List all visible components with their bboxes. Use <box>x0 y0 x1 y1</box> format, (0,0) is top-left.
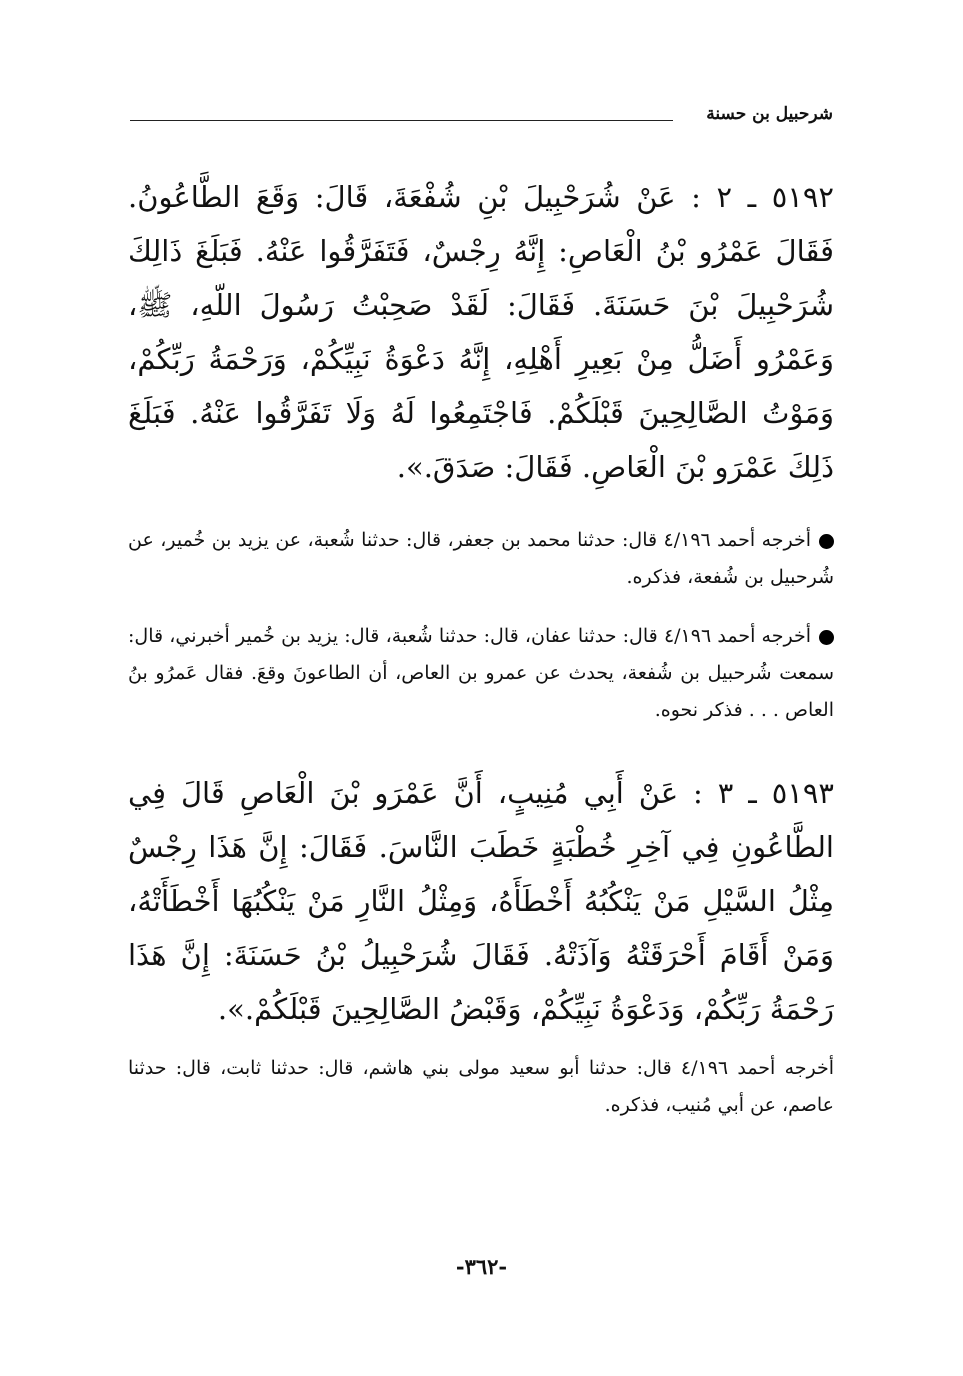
hadith-5192-text: ٥١٩٢ ـ ٢ : عَنْ شُرَحْبِيلَ بْنِ شُفْعَةَ، قَالَ: وَقَعَ الطَّاعُونُ. فَقَالَ عَمْرُو بْنُ الْعَاصِ: إِنَّهُ رِجْسٌ، فَتَفَرَّقُوا عَنْهُ. فَبَلَغَ ذَالِكَ شُرَحْبِيلَ بْنَ حَسَنَةَ. فَقَالَ: لَقَدْ صَحِبْتُ رَسُولَ اللّهِ، ﷺ، وَعَمْرُو أَضَلُّ مِنْ بَعِيرِ أَهْلِهِ، إِنَّهُ دَعْوَةُ نَبِيِّكُمْ، وَرَحْمَةُ رَبِّكُمْ، وَمَوْتُ الصَّالِحِينَ قَبْلَكُمْ. فَاجْتَمِعُوا لَهُ وَلَا تَفَرَّقُوا عَنْهُ. فَبَلَغَ ذَلِكَ عَمْرَو بْنَ الْعَاصِ. فَقَالَ: صَدَقَ.». <box>128 180 835 484</box>
footnote-3-text: أخرجه أحمد ٤/١٩٦ قال: حدثنا أبو سعيد مولى بني هاشم، قال: حدثنا ثابت، قال: حدثنا عاصم، عن أبي مُنيب، فذكره. <box>128 1057 835 1116</box>
hadith-5193 <box>128 766 834 1036</box>
header-title: شرحبيل بن حسنة <box>706 104 833 124</box>
footnote-2-text: أخرجه أحمد ٤/١٩٦ قال: حدثنا عفان، قال: حدثنا شُعبة، قال: يزيد بن خُمير أخبرني، قال: سمعت شُرحبيل بن شُفعة، يحدث عن عمرو بن العاص، أن الطاعونَ وقعَ. فقال عَمرُو بنُ العاص . . . فذكر نحوه. <box>128 625 834 721</box>
header-rule <box>130 120 673 121</box>
footnote-1 <box>128 522 834 596</box>
page-number: -٣٦٢- <box>455 1254 508 1279</box>
bullet-icon <box>819 630 834 645</box>
footnote-2 <box>128 618 834 729</box>
running-header <box>130 104 833 134</box>
footnote-3 <box>128 1050 834 1124</box>
hadith-5192 <box>128 170 834 494</box>
footnote-1-text: أخرجه أحمد ٤/١٩٦ قال: حدثنا محمد بن جعفر، قال: حدثنا شُعبة، عن يزيد بن خُمير، عن شُرحبيل بن شُفعة، فذكره. <box>128 529 834 588</box>
hadith-5193-text: ٥١٩٣ ـ ٣ : عَنْ أَبِي مُنِيبٍ، أَنَّ عَمْرَو بْنَ الْعَاصِ قَالَ فِي الطَّاعُونِ فِي آخِرِ خُطْبَةٍ خَطَبَ النَّاسَ. فَقَالَ: إِنَّ هَذَا رِجْسٌ مِثْلُ السَّيْلِ مَنْ يَنْكُبُهُ أَخْطَأَهُ، وَمِثْلُ النَّارِ مَنْ يَنْكُبُهَا أَخْطَأَتْهُ، وَمَنْ أَقَامَ أَحْرَقَتْهُ وَآذَتْهُ. فَقَالَ شُرَحْبِيلُ بْنُ حَسَنَةَ: إِنَّ هَذَا رَحْمَةُ رَبِّكُمْ، وَدَعْوَةُ نَبِيِّكُمْ، وَقَبْضُ الصَّالِحِينَ قَبْلَكُمْ.». <box>128 776 834 1026</box>
bullet-icon <box>819 534 834 549</box>
